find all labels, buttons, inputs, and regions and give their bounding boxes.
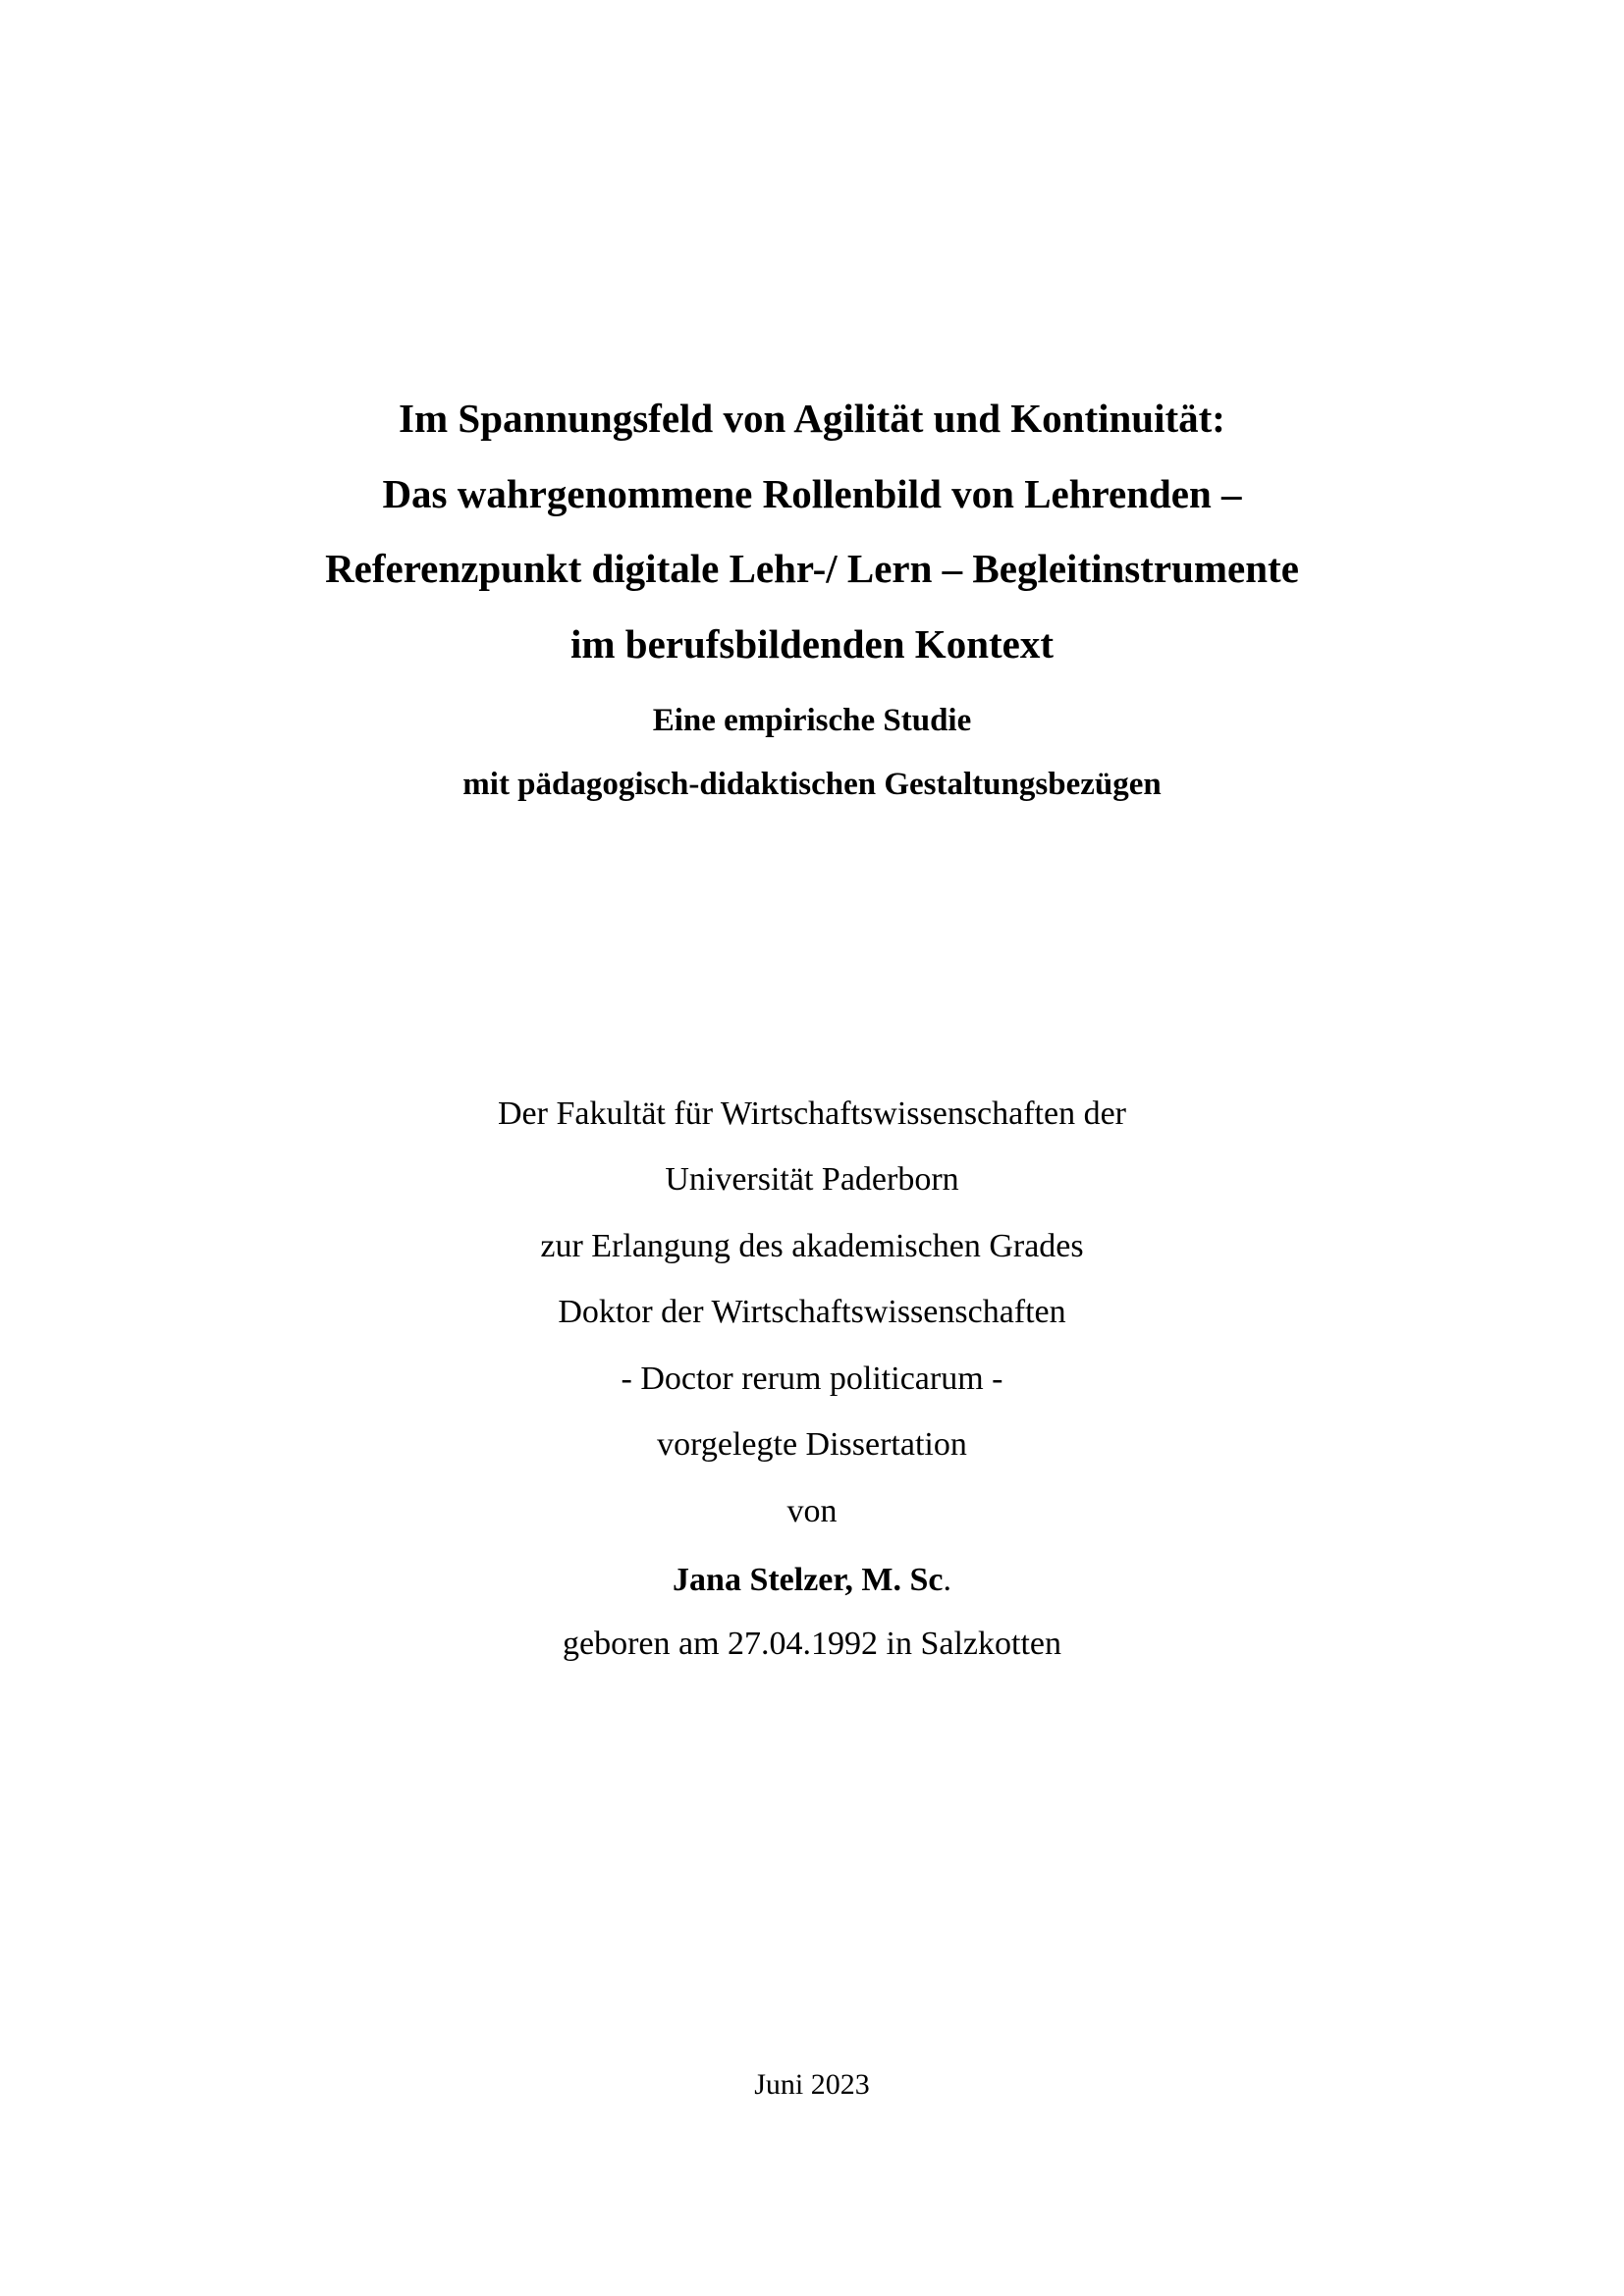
submission-line-4: Doktor der Wirtschaftswissenschaften: [558, 1294, 1066, 1330]
author-name: Jana Stelzer, M. Sc: [673, 1562, 944, 1598]
title-line-3: Referenzpunkt digitale Lehr-/ Lern – Begleitinstrumente: [325, 546, 1299, 591]
author-name-suffix: .: [943, 1562, 951, 1598]
author-line: [0, 1559, 1624, 1602]
submission-line-7: von: [786, 1493, 838, 1529]
title-line-1: Im Spannungsfeld von Agilität und Kontinuität:: [399, 396, 1225, 441]
subtitle-line-1: Eine empirische Studie: [652, 703, 972, 738]
date: Juni 2023: [754, 2068, 870, 2101]
subtitle-line-2: mit pädagogisch-didaktischen Gestaltungsbezügen: [462, 767, 1162, 802]
author-birth: geboren am 27.04.1992 in Salzkotten: [562, 1626, 1061, 1662]
title-line-4: im berufsbildenden Kontext: [569, 621, 1055, 667]
submission-line-5: - Doctor rerum politicarum -: [621, 1361, 1003, 1397]
title-line-2: Das wahrgenommene Rollenbild von Lehrenden –: [382, 471, 1242, 516]
submission-line-6: vorgelegte Dissertation: [657, 1426, 967, 1463]
submission-line-1: Der Fakultät für Wirtschaftswissenschaften der: [497, 1095, 1127, 1132]
submission-line-3: zur Erlangung des akademischen Grades: [540, 1228, 1084, 1264]
submission-line-2: Universität Paderborn: [665, 1161, 959, 1198]
